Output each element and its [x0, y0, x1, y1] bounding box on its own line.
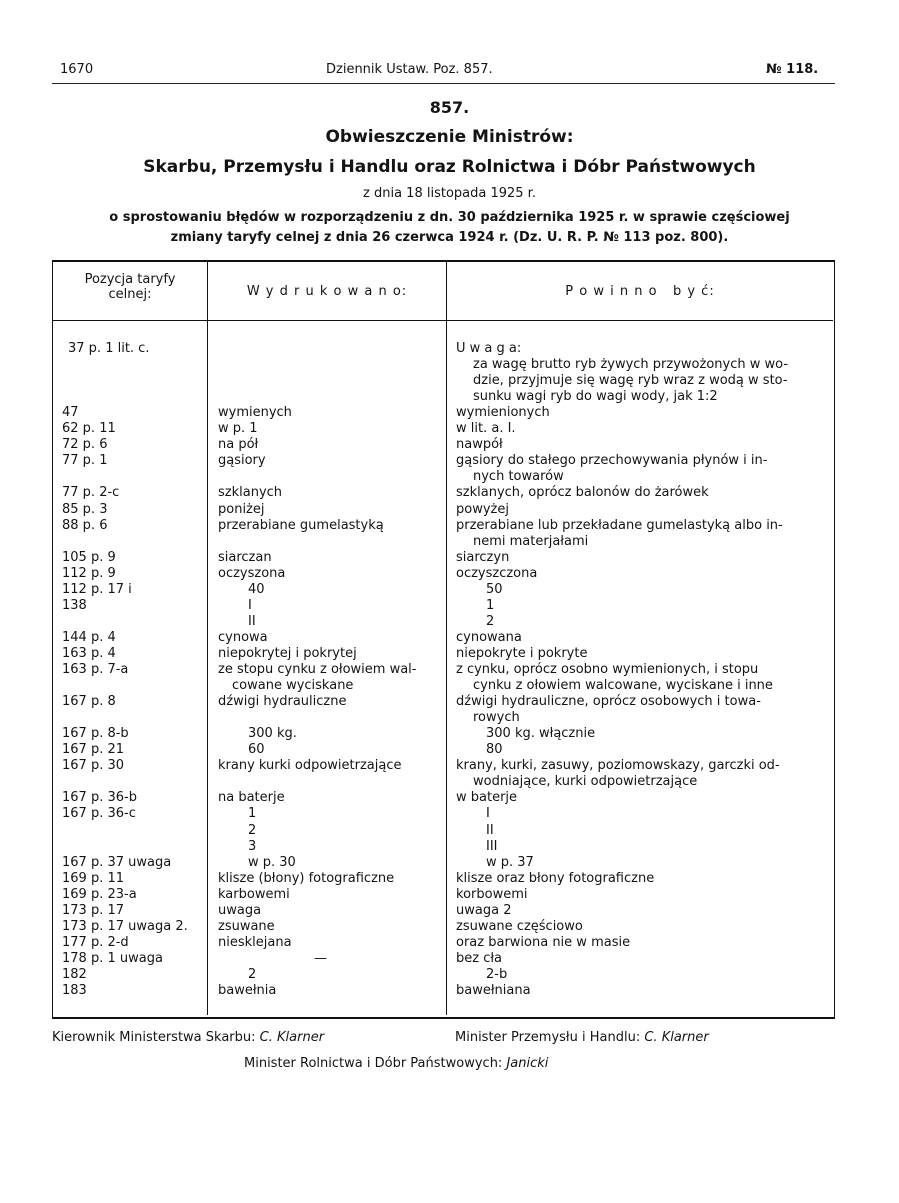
cell-printed: w p. 1	[218, 421, 258, 436]
cell-printed: II	[248, 614, 256, 629]
signature-right-name: C. Klarner	[644, 1030, 709, 1045]
cell-position: 167 p. 36-c	[62, 806, 136, 821]
header-rule	[52, 83, 835, 84]
subject-line-1: o sprostowaniu błędów w rozporządzeniu z dn. 30 października 1925 r. w sprawie częściowej	[109, 210, 790, 225]
cell-position: 112 p. 17 i	[62, 582, 132, 597]
col-header-position	[53, 272, 207, 302]
cell-position: 85 p. 3	[62, 502, 108, 517]
cell-correct: siarczyn	[456, 550, 510, 565]
cell-correct: I	[486, 806, 490, 821]
cell-correct: klisze oraz błony fotograficzne	[456, 871, 655, 886]
cell-printed: przerabiane gumelastyką	[218, 518, 384, 533]
cell-correct: dzie, przyjmuje się wagę ryb wraz z wodą w sto-	[473, 373, 788, 388]
cell-correct: bawełniana	[456, 983, 531, 998]
signature-left-name: C. Klarner	[259, 1030, 325, 1045]
cell-correct: powyżej	[456, 502, 509, 517]
cell-printed: 1	[248, 806, 257, 821]
position-number: 857.	[429, 98, 470, 117]
cell-position: 72 p. 6	[62, 437, 108, 452]
col-header-position-line2: celnej:	[108, 287, 152, 302]
cell-position: 173 p. 17	[62, 903, 125, 918]
cell-correct: cynku z ołowiem walcowane, wyciskane i inne	[473, 678, 773, 693]
cell-position: 167 p. 37 uwaga	[62, 855, 172, 870]
cell-printed: krany kurki odpowietrzające	[218, 758, 402, 773]
subject-line-2: zmiany taryfy celnej z dnia 26 czerwca 1924 r. (Dz. U. R. P. № 113 poz. 800).	[170, 230, 729, 245]
cell-correct: korbowemi	[456, 887, 528, 902]
cell-printed: na baterje	[218, 790, 285, 805]
cell-correct: nych towarów	[473, 469, 564, 484]
signature-right	[455, 1030, 709, 1045]
cell-correct: oraz barwiona nie w masie	[456, 935, 631, 950]
cell-printed: karbowemi	[218, 887, 290, 902]
cell-position: 77 p. 1	[62, 453, 108, 468]
signature-bottom-name: Janicki	[506, 1056, 549, 1071]
announcement-title: Obwieszczenie Ministrów:	[325, 127, 574, 147]
cell-position: 169 p. 11	[62, 871, 125, 886]
cell-position: 62 p. 11	[62, 421, 116, 436]
cell-correct: z cynku, oprócz osobno wymienionych, i stopu	[456, 662, 759, 677]
cell-printed: 60	[248, 742, 265, 757]
cell-correct: zsuwane częściowo	[456, 919, 583, 934]
cell-printed: szklanych	[218, 485, 283, 500]
cell-printed: gąsiory	[218, 453, 266, 468]
cell-correct: w baterje	[456, 790, 518, 805]
cell-printed: 40	[248, 582, 265, 597]
cell-printed: 2	[248, 967, 257, 982]
signature-bottom-label: Minister Rolnictwa i Dóbr Państwowych:	[244, 1056, 503, 1071]
cell-printed: uwaga	[218, 903, 262, 918]
cell-correct: 50	[486, 582, 503, 597]
column-divider-1	[207, 262, 208, 1015]
signature-left	[52, 1030, 324, 1045]
signature-bottom	[244, 1056, 548, 1071]
cell-position: 112 p. 9	[62, 566, 116, 581]
cell-correct: 80	[486, 742, 503, 757]
signature-right-label: Minister Przemysłu i Handlu:	[455, 1030, 641, 1045]
cell-position: 167 p. 30	[62, 758, 125, 773]
cell-printed: —	[314, 951, 327, 966]
col-header-correct: P o w i n n o b y ć:	[565, 284, 715, 299]
cell-printed: oczyszona	[218, 566, 286, 581]
cell-correct: oczyszczona	[456, 566, 538, 581]
cell-correct: szklanych, oprócz balonów do żarówek	[456, 485, 709, 500]
cell-correct: w lit. a. I.	[456, 421, 516, 436]
cell-correct: w p. 37	[486, 855, 534, 870]
cell-correct: 1	[486, 598, 495, 613]
cell-printed: bawełnia	[218, 983, 277, 998]
cell-position: 163 p. 4	[62, 646, 116, 661]
cell-printed: zsuwane	[218, 919, 275, 934]
cell-position: 105 p. 9	[62, 550, 116, 565]
cell-printed: w p. 30	[248, 855, 296, 870]
signature-left-label: Kierownik Ministerstwa Skarbu:	[52, 1030, 256, 1045]
ministries-line: Skarbu, Przemysłu i Handlu oraz Rolnictwa i Dóbr Państwowych	[143, 157, 756, 177]
cell-position: 138	[62, 598, 87, 613]
cell-correct: 300 kg. włącznie	[486, 726, 596, 741]
cell-correct: nawpół	[456, 437, 503, 452]
cell-correct: bez cła	[456, 951, 503, 966]
cell-correct: niepokryte i pokryte	[456, 646, 588, 661]
cell-correct: II	[486, 823, 494, 838]
cell-correct: 2-b	[486, 967, 508, 982]
cell-correct: rowych	[473, 710, 520, 725]
cell-printed: siarczan	[218, 550, 272, 565]
cell-position: 182	[62, 967, 87, 982]
cell-correct: sunku wagi ryb do wagi wody, jak 1:2	[473, 389, 718, 404]
cell-position: 167 p. 8	[62, 694, 116, 709]
cell-printed: klisze (błony) fotograficzne	[218, 871, 395, 886]
cell-correct: cynowana	[456, 630, 522, 645]
cell-position: 47	[62, 405, 79, 420]
cell-position: 88 p. 6	[62, 518, 108, 533]
cell-position: 177 p. 2-d	[62, 935, 129, 950]
page-number: 1670	[60, 62, 94, 77]
cell-correct: za wagę brutto ryb żywych przywożonych w wo-	[473, 357, 789, 372]
cell-correct: krany, kurki, zasuwy, poziomowskazy, garczki od-	[456, 758, 780, 773]
cell-position: 167 p. 8-b	[62, 726, 129, 741]
cell-printed: I	[248, 598, 252, 613]
cell-correct: dźwigi hydrauliczne, oprócz osobowych i towa-	[456, 694, 761, 709]
cell-position: 173 p. 17 uwaga 2.	[62, 919, 188, 934]
cell-correct: przerabiane lub przekładane gumelastyką albo in-	[456, 518, 783, 533]
col-header-printed: W y d r u k o w a n o:	[246, 284, 408, 299]
cell-printed: ze stopu cynku z ołowiem wal-	[218, 662, 417, 677]
col-header-position-line1: Pozycja taryfy	[84, 272, 176, 287]
cell-correct: 2	[486, 614, 495, 629]
header-divider	[53, 320, 833, 321]
cell-printed: wymienych	[218, 405, 292, 420]
cell-position: 183	[62, 983, 87, 998]
cell-printed: dźwigi hydrauliczne	[218, 694, 347, 709]
cell-position: 169 p. 23-a	[62, 887, 137, 902]
cell-printed: 300 kg.	[248, 726, 297, 741]
cell-printed: niesklejana	[218, 935, 292, 950]
cell-correct: nemi materjałami	[473, 534, 589, 549]
cell-position: 144 p. 4	[62, 630, 116, 645]
date-line: z dnia 18 listopada 1925 r.	[363, 186, 536, 201]
cell-correct: gąsiory do stałego przechowywania płynów i in-	[456, 453, 768, 468]
cell-correct: uwaga 2	[456, 903, 512, 918]
cell-printed: na pół	[218, 437, 259, 452]
column-divider-2	[446, 262, 447, 1015]
issue-number: № 118.	[766, 62, 819, 77]
cell-position: 77 p. 2-c	[62, 485, 120, 500]
cell-printed: 3	[248, 839, 257, 854]
journal-title: Dziennik Ustaw. Poz. 857.	[326, 62, 493, 77]
cell-position: 178 p. 1 uwaga	[62, 951, 163, 966]
cell-position: 167 p. 21	[62, 742, 125, 757]
cell-position: 167 p. 36-b	[62, 790, 137, 805]
cell-correct: wymienionych	[456, 405, 550, 420]
cell-correct: III	[486, 839, 498, 854]
cell-printed: 2	[248, 823, 257, 838]
cell-position: 37 p. 1 lit. c.	[68, 341, 150, 356]
cell-correct: U w a g a:	[456, 341, 522, 356]
cell-printed: niepokrytej i pokrytej	[218, 646, 357, 661]
cell-printed: poniżej	[218, 502, 265, 517]
cell-printed: cynowa	[218, 630, 268, 645]
cell-correct: wodniające, kurki odpowietrzające	[473, 774, 698, 789]
cell-printed: cowane wyciskane	[232, 678, 354, 693]
cell-position: 163 p. 7-a	[62, 662, 129, 677]
